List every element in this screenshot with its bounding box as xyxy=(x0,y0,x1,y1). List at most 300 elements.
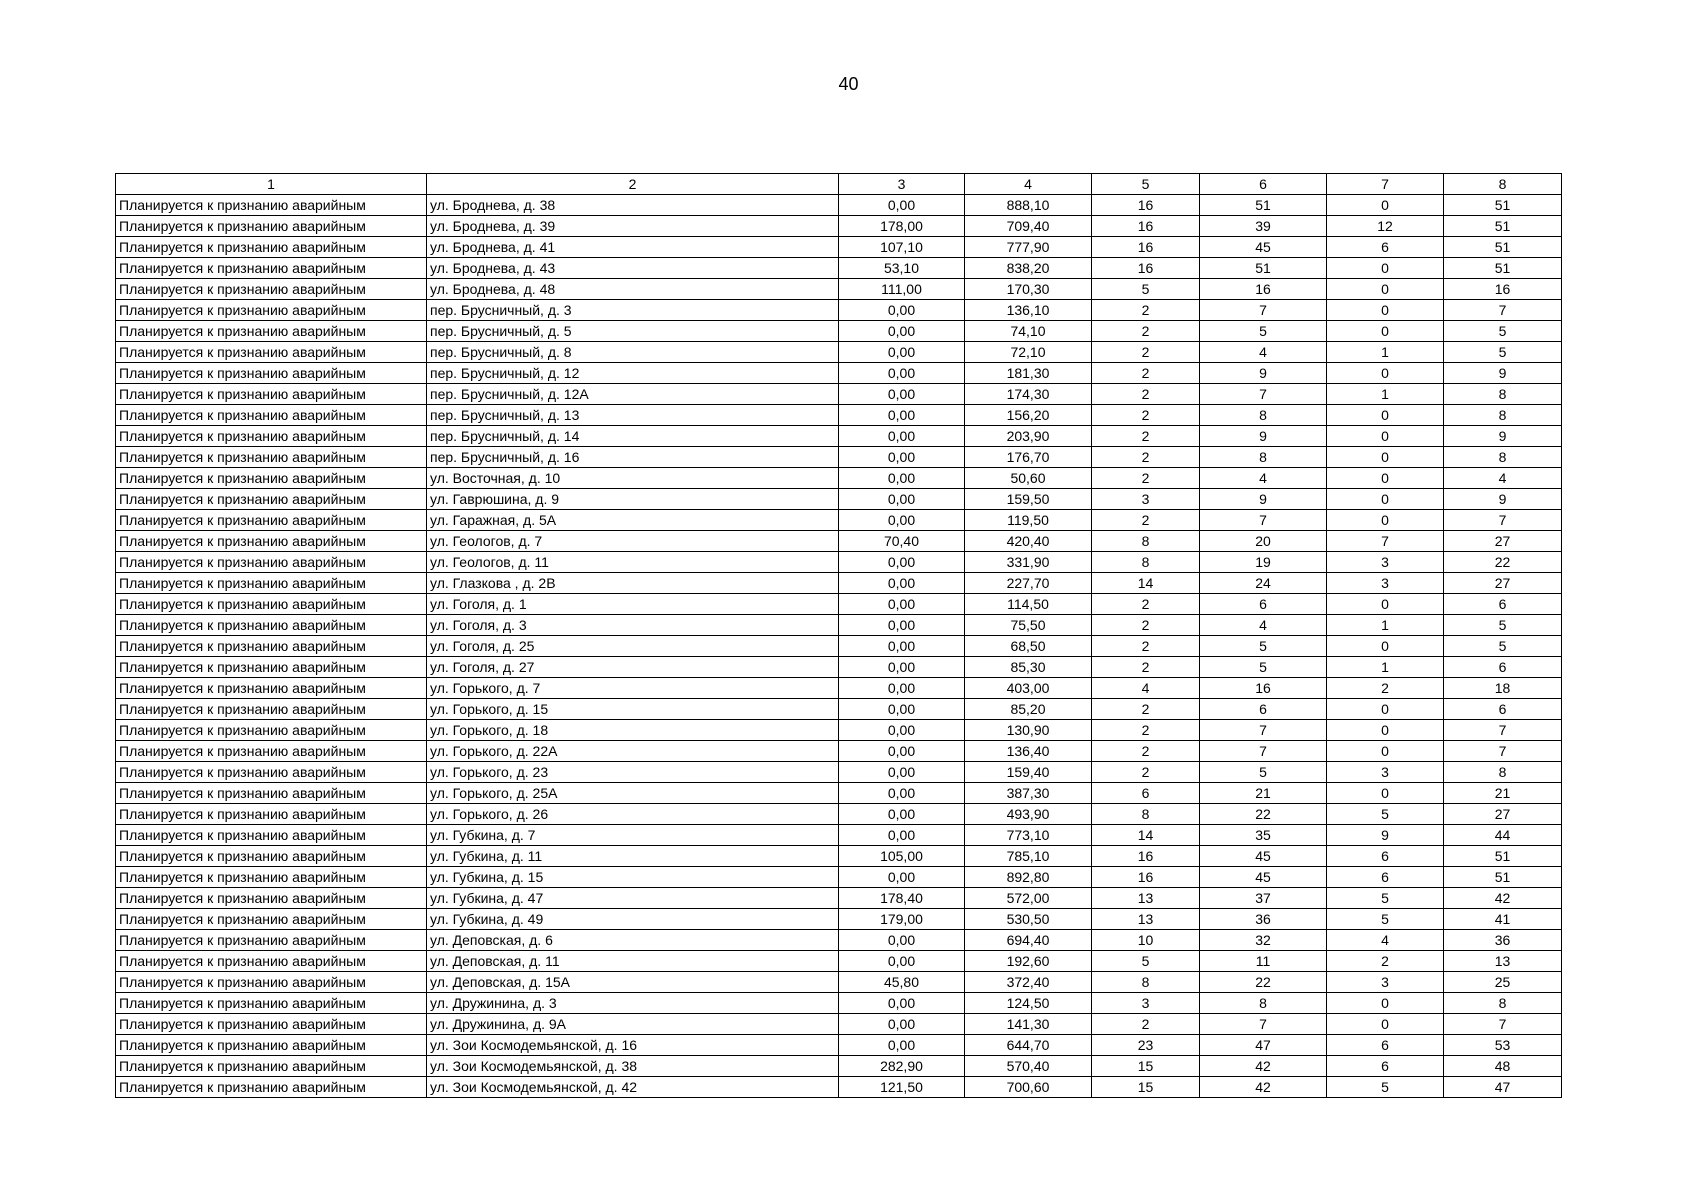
table-cell: 1 xyxy=(1327,342,1444,363)
table-cell: 888,10 xyxy=(965,195,1092,216)
table-cell: 74,10 xyxy=(965,321,1092,342)
table-cell: 2 xyxy=(1092,636,1200,657)
table-row xyxy=(116,1014,1562,1035)
table-cell: 16 xyxy=(1092,195,1200,216)
table-cell: 2 xyxy=(1092,1014,1200,1035)
table-cell: 420,40 xyxy=(965,531,1092,552)
table-cell: 51 xyxy=(1444,237,1562,258)
table-cell: 570,40 xyxy=(965,1056,1092,1077)
table-cell: Планируется к признанию аварийным xyxy=(116,888,427,909)
table-cell: Планируется к признанию аварийным xyxy=(116,783,427,804)
table-cell: Планируется к признанию аварийным xyxy=(116,909,427,930)
table-cell: 47 xyxy=(1444,1077,1562,1098)
table-cell: ул. Броднева, д. 39 xyxy=(427,216,839,237)
table-cell: ул. Губкина, д. 7 xyxy=(427,825,839,846)
table-cell: 0,00 xyxy=(839,804,965,825)
table-cell: 22 xyxy=(1200,804,1327,825)
table-cell: ул. Горького, д. 7 xyxy=(427,678,839,699)
table-cell: 2 xyxy=(1092,468,1200,489)
table-cell: 2 xyxy=(1092,657,1200,678)
table-cell: 372,40 xyxy=(965,972,1092,993)
table-cell: 0,00 xyxy=(839,447,965,468)
table-row xyxy=(116,888,1562,909)
table-cell: 493,90 xyxy=(965,804,1092,825)
table-cell: 9 xyxy=(1327,825,1444,846)
table-cell: Планируется к признанию аварийным xyxy=(116,300,427,321)
table-cell: 8 xyxy=(1444,405,1562,426)
column-header-8: 8 xyxy=(1444,174,1562,195)
table-cell: 694,40 xyxy=(965,930,1092,951)
table-cell: 107,10 xyxy=(839,237,965,258)
table-cell: 4 xyxy=(1327,930,1444,951)
table-cell: Планируется к признанию аварийным xyxy=(116,531,427,552)
table-cell: 7 xyxy=(1200,1014,1327,1035)
table-cell: 1 xyxy=(1327,615,1444,636)
table-cell: Планируется к признанию аварийным xyxy=(116,846,427,867)
table-cell: 15 xyxy=(1092,1056,1200,1077)
table-cell: Планируется к признанию аварийным xyxy=(116,279,427,300)
table-cell: 0,00 xyxy=(839,405,965,426)
table-cell: Планируется к признанию аварийным xyxy=(116,1077,427,1098)
table-row xyxy=(116,636,1562,657)
table-cell: 68,50 xyxy=(965,636,1092,657)
table-cell: Планируется к признанию аварийным xyxy=(116,552,427,573)
table-cell: 0 xyxy=(1327,468,1444,489)
table-cell: 16 xyxy=(1200,678,1327,699)
table-cell: Планируется к признанию аварийным xyxy=(116,405,427,426)
table-cell: 9 xyxy=(1200,426,1327,447)
table-cell: 8 xyxy=(1200,447,1327,468)
table-cell: 4 xyxy=(1092,678,1200,699)
table-cell: Планируется к признанию аварийным xyxy=(116,258,427,279)
table-cell: 111,00 xyxy=(839,279,965,300)
table-cell: 36 xyxy=(1200,909,1327,930)
table-cell: 2 xyxy=(1092,321,1200,342)
table-cell: ул. Деповская, д. 11 xyxy=(427,951,839,972)
table-cell: 7 xyxy=(1200,510,1327,531)
table-cell: 773,10 xyxy=(965,825,1092,846)
table-cell: 159,50 xyxy=(965,489,1092,510)
table-cell: 51 xyxy=(1444,258,1562,279)
table-cell: 7 xyxy=(1200,384,1327,405)
table-cell: 70,40 xyxy=(839,531,965,552)
table-cell: 2 xyxy=(1092,762,1200,783)
table-cell: 331,90 xyxy=(965,552,1092,573)
table-cell: Планируется к признанию аварийным xyxy=(116,699,427,720)
table-cell: Планируется к признанию аварийным xyxy=(116,636,427,657)
table-cell: 838,20 xyxy=(965,258,1092,279)
table-cell: 0 xyxy=(1327,321,1444,342)
table-cell: 0 xyxy=(1327,783,1444,804)
table-row xyxy=(116,909,1562,930)
table-cell: 119,50 xyxy=(965,510,1092,531)
table-cell: Планируется к признанию аварийным xyxy=(116,195,427,216)
table-cell: ул. Зои Космодемьянской, д. 38 xyxy=(427,1056,839,1077)
table-cell: 8 xyxy=(1444,447,1562,468)
table-row xyxy=(116,300,1562,321)
table-cell: ул. Горького, д. 26 xyxy=(427,804,839,825)
table-cell: 10 xyxy=(1092,930,1200,951)
table-row xyxy=(116,363,1562,384)
table-cell: 2 xyxy=(1092,426,1200,447)
table-cell: 41 xyxy=(1444,909,1562,930)
column-header-3: 3 xyxy=(839,174,965,195)
table-cell: 159,40 xyxy=(965,762,1092,783)
table-cell: Планируется к признанию аварийным xyxy=(116,804,427,825)
table-cell: 42 xyxy=(1200,1077,1327,1098)
table-cell: 0,00 xyxy=(839,741,965,762)
table-cell: 170,30 xyxy=(965,279,1092,300)
table-cell: 892,80 xyxy=(965,867,1092,888)
table-cell: 12 xyxy=(1327,216,1444,237)
table-cell: 6 xyxy=(1444,699,1562,720)
table-cell: Планируется к признанию аварийным xyxy=(116,762,427,783)
table-cell: 20 xyxy=(1200,531,1327,552)
table-cell: 53,10 xyxy=(839,258,965,279)
table-cell: 0,00 xyxy=(839,1014,965,1035)
table-cell: 114,50 xyxy=(965,594,1092,615)
table-cell: 0 xyxy=(1327,300,1444,321)
table-cell: 3 xyxy=(1092,489,1200,510)
table-cell: 2 xyxy=(1092,363,1200,384)
table-cell: 51 xyxy=(1444,195,1562,216)
table-cell: Планируется к признанию аварийным xyxy=(116,867,427,888)
table-cell: 0,00 xyxy=(839,699,965,720)
table-row xyxy=(116,447,1562,468)
table-cell: 7 xyxy=(1200,300,1327,321)
table-cell: 8 xyxy=(1092,972,1200,993)
table-cell: 5 xyxy=(1444,636,1562,657)
table-cell: ул. Броднева, д. 48 xyxy=(427,279,839,300)
table-cell: 6 xyxy=(1444,594,1562,615)
table-cell: ул. Гаражная, д. 5А xyxy=(427,510,839,531)
table-cell: Планируется к признанию аварийным xyxy=(116,216,427,237)
table-cell: 6 xyxy=(1200,699,1327,720)
table-cell: 0,00 xyxy=(839,342,965,363)
table-cell: 6 xyxy=(1327,846,1444,867)
table-cell: ул. Горького, д. 18 xyxy=(427,720,839,741)
table-cell: 0 xyxy=(1327,258,1444,279)
table-cell: 13 xyxy=(1444,951,1562,972)
table-cell: 141,30 xyxy=(965,1014,1092,1035)
table-cell: 2 xyxy=(1327,678,1444,699)
table-row xyxy=(116,510,1562,531)
table-cell: 5 xyxy=(1327,1077,1444,1098)
table-row xyxy=(116,804,1562,825)
table-cell: 7 xyxy=(1444,741,1562,762)
table-cell: 2 xyxy=(1092,447,1200,468)
table-row xyxy=(116,993,1562,1014)
table-cell: 42 xyxy=(1444,888,1562,909)
table-cell: ул. Гаврюшина, д. 9 xyxy=(427,489,839,510)
table-cell: Планируется к признанию аварийным xyxy=(116,468,427,489)
table-cell: 19 xyxy=(1200,552,1327,573)
table-cell: 9 xyxy=(1200,489,1327,510)
table-cell: 2 xyxy=(1092,720,1200,741)
table-cell: Планируется к признанию аварийным xyxy=(116,342,427,363)
table-cell: 6 xyxy=(1327,1035,1444,1056)
table-cell: пер. Брусничный, д. 12 xyxy=(427,363,839,384)
table-cell: 16 xyxy=(1092,846,1200,867)
table-row xyxy=(116,237,1562,258)
table-cell: 0,00 xyxy=(839,363,965,384)
table-cell: 0,00 xyxy=(839,384,965,405)
table-row xyxy=(116,972,1562,993)
table-cell: 5 xyxy=(1327,888,1444,909)
table-cell: 16 xyxy=(1092,258,1200,279)
table-header xyxy=(116,174,1562,195)
table-cell: 25 xyxy=(1444,972,1562,993)
table-cell: Планируется к признанию аварийным xyxy=(116,1035,427,1056)
table-cell: 0,00 xyxy=(839,636,965,657)
column-header-4: 4 xyxy=(965,174,1092,195)
table-row xyxy=(116,258,1562,279)
table-cell: 16 xyxy=(1092,216,1200,237)
table-cell: 7 xyxy=(1444,510,1562,531)
table-cell: 0,00 xyxy=(839,657,965,678)
table-cell: 5 xyxy=(1200,636,1327,657)
table-cell: 9 xyxy=(1444,363,1562,384)
table-cell: 5 xyxy=(1327,909,1444,930)
table-cell: ул. Дружинина, д. 3 xyxy=(427,993,839,1014)
table-row xyxy=(116,846,1562,867)
table-cell: 14 xyxy=(1092,825,1200,846)
table-cell: 6 xyxy=(1444,657,1562,678)
table-cell: 777,90 xyxy=(965,237,1092,258)
table-cell: ул. Губкина, д. 47 xyxy=(427,888,839,909)
table-cell: ул. Горького, д. 23 xyxy=(427,762,839,783)
table-cell: 0,00 xyxy=(839,1035,965,1056)
table-cell: Планируется к признанию аварийным xyxy=(116,384,427,405)
table-cell: 3 xyxy=(1327,573,1444,594)
table-row xyxy=(116,825,1562,846)
table-cell: ул. Глазкова , д. 2В xyxy=(427,573,839,594)
table-cell: 42 xyxy=(1200,1056,1327,1077)
table-cell: 7 xyxy=(1444,1014,1562,1035)
table-cell: Планируется к признанию аварийным xyxy=(116,720,427,741)
table-cell: Планируется к признанию аварийным xyxy=(116,741,427,762)
table-cell: 0,00 xyxy=(839,468,965,489)
table-cell: Планируется к признанию аварийным xyxy=(116,1014,427,1035)
table-row xyxy=(116,762,1562,783)
table-cell: 0 xyxy=(1327,510,1444,531)
table-cell: Планируется к признанию аварийным xyxy=(116,489,427,510)
column-header-7: 7 xyxy=(1327,174,1444,195)
table-cell: 7 xyxy=(1444,300,1562,321)
table-cell: 0 xyxy=(1327,195,1444,216)
table-cell: 36 xyxy=(1444,930,1562,951)
table-row xyxy=(116,678,1562,699)
table-cell: ул. Гоголя, д. 27 xyxy=(427,657,839,678)
table-cell: ул. Губкина, д. 15 xyxy=(427,867,839,888)
table-cell: ул. Броднева, д. 38 xyxy=(427,195,839,216)
table-cell: Планируется к признанию аварийным xyxy=(116,993,427,1014)
table-cell: 0 xyxy=(1327,699,1444,720)
table-cell: 6 xyxy=(1092,783,1200,804)
table-cell: 0,00 xyxy=(839,573,965,594)
table-row xyxy=(116,720,1562,741)
table-cell: 156,20 xyxy=(965,405,1092,426)
column-header-5: 5 xyxy=(1092,174,1200,195)
page-number: 40 xyxy=(838,74,859,94)
column-header-2: 2 xyxy=(427,174,839,195)
table-cell: 13 xyxy=(1092,888,1200,909)
table-cell: 2 xyxy=(1092,300,1200,321)
table-row xyxy=(116,468,1562,489)
table-cell: 9 xyxy=(1444,426,1562,447)
table-cell: 75,50 xyxy=(965,615,1092,636)
table-cell: 51 xyxy=(1200,195,1327,216)
table-row xyxy=(116,1077,1562,1098)
table-cell: 0,00 xyxy=(839,825,965,846)
table-cell: 85,30 xyxy=(965,657,1092,678)
table-cell: 50,60 xyxy=(965,468,1092,489)
table-row xyxy=(116,531,1562,552)
table-cell: 8 xyxy=(1200,993,1327,1014)
table-cell: 85,20 xyxy=(965,699,1092,720)
table-cell: 21 xyxy=(1444,783,1562,804)
table-cell: 176,70 xyxy=(965,447,1092,468)
table-cell: Планируется к признанию аварийным xyxy=(116,426,427,447)
table-cell: пер. Брусничный, д. 5 xyxy=(427,321,839,342)
table-cell: 16 xyxy=(1092,867,1200,888)
table-cell: 0 xyxy=(1327,1014,1444,1035)
table-cell: Планируется к признанию аварийным xyxy=(116,615,427,636)
table-cell: 178,00 xyxy=(839,216,965,237)
table-cell: 0,00 xyxy=(839,867,965,888)
table-cell: 0 xyxy=(1327,279,1444,300)
table-cell: 9 xyxy=(1200,363,1327,384)
table-row xyxy=(116,489,1562,510)
table-cell: 130,90 xyxy=(965,720,1092,741)
table-cell: ул. Гоголя, д. 1 xyxy=(427,594,839,615)
table-row xyxy=(116,699,1562,720)
table-cell: 403,00 xyxy=(965,678,1092,699)
table-cell: Планируется к признанию аварийным xyxy=(116,972,427,993)
table-cell: 8 xyxy=(1200,405,1327,426)
table-cell: 387,30 xyxy=(965,783,1092,804)
table-cell: 47 xyxy=(1200,1035,1327,1056)
table-cell: 27 xyxy=(1444,804,1562,825)
table-cell: 45 xyxy=(1200,237,1327,258)
table-row xyxy=(116,216,1562,237)
table-cell: 0,00 xyxy=(839,300,965,321)
table-cell: 105,00 xyxy=(839,846,965,867)
table-cell: 178,40 xyxy=(839,888,965,909)
table-cell: 39 xyxy=(1200,216,1327,237)
table-row xyxy=(116,321,1562,342)
table-cell: 5 xyxy=(1092,279,1200,300)
table-row xyxy=(116,741,1562,762)
table-cell: ул. Геологов, д. 7 xyxy=(427,531,839,552)
table-cell: 2 xyxy=(1092,510,1200,531)
table-cell: 45,80 xyxy=(839,972,965,993)
table-cell: 48 xyxy=(1444,1056,1562,1077)
table-cell: 0,00 xyxy=(839,195,965,216)
table-body xyxy=(116,195,1562,1098)
table-cell: ул. Дружинина, д. 9А xyxy=(427,1014,839,1035)
table-cell: 14 xyxy=(1092,573,1200,594)
table-cell: 5 xyxy=(1200,321,1327,342)
table-cell: 22 xyxy=(1200,972,1327,993)
table-cell: 72,10 xyxy=(965,342,1092,363)
table-row xyxy=(116,657,1562,678)
table-cell: 0,00 xyxy=(839,951,965,972)
table-cell: 2 xyxy=(1092,384,1200,405)
table-cell: 7 xyxy=(1200,720,1327,741)
table-row xyxy=(116,867,1562,888)
table-cell: 18 xyxy=(1444,678,1562,699)
table-cell: 136,40 xyxy=(965,741,1092,762)
table-cell: 174,30 xyxy=(965,384,1092,405)
table-cell: 6 xyxy=(1327,867,1444,888)
table-cell: 709,40 xyxy=(965,216,1092,237)
table-cell: 22 xyxy=(1444,552,1562,573)
table-cell: 0,00 xyxy=(839,678,965,699)
table-cell: 0 xyxy=(1327,741,1444,762)
table-cell: ул. Гоголя, д. 25 xyxy=(427,636,839,657)
table-cell: 0,00 xyxy=(839,762,965,783)
table-cell: ул. Горького, д. 15 xyxy=(427,699,839,720)
table-row xyxy=(116,615,1562,636)
table-cell: 32 xyxy=(1200,930,1327,951)
table-cell: 24 xyxy=(1200,573,1327,594)
table-cell: 51 xyxy=(1444,867,1562,888)
table-cell: 7 xyxy=(1444,720,1562,741)
table-cell: 4 xyxy=(1444,468,1562,489)
table-cell: 0 xyxy=(1327,594,1444,615)
table-cell: 0,00 xyxy=(839,720,965,741)
table-cell: 16 xyxy=(1200,279,1327,300)
table-cell: ул. Горького, д. 22А xyxy=(427,741,839,762)
table-cell: 0 xyxy=(1327,447,1444,468)
table-cell: 6 xyxy=(1200,594,1327,615)
table-row xyxy=(116,594,1562,615)
table-cell: Планируется к признанию аварийным xyxy=(116,573,427,594)
table-cell: 3 xyxy=(1327,972,1444,993)
table-cell: 124,50 xyxy=(965,993,1092,1014)
table-cell: 37 xyxy=(1200,888,1327,909)
table-cell: 0,00 xyxy=(839,783,965,804)
table-cell: 0 xyxy=(1327,636,1444,657)
table-cell: Планируется к признанию аварийным xyxy=(116,363,427,384)
table-cell: ул. Броднева, д. 43 xyxy=(427,258,839,279)
table-row xyxy=(116,552,1562,573)
table-cell: 572,00 xyxy=(965,888,1092,909)
table-cell: Планируется к признанию аварийным xyxy=(116,825,427,846)
table-cell: 0,00 xyxy=(839,510,965,531)
table-row xyxy=(116,342,1562,363)
table-cell: 0 xyxy=(1327,489,1444,510)
table-cell: 23 xyxy=(1092,1035,1200,1056)
table-row xyxy=(116,1035,1562,1056)
table-cell: ул. Губкина, д. 11 xyxy=(427,846,839,867)
table-cell: 0,00 xyxy=(839,594,965,615)
table-cell: 4 xyxy=(1200,342,1327,363)
table-cell: 7 xyxy=(1327,531,1444,552)
table-cell: 45 xyxy=(1200,846,1327,867)
table-cell: ул. Деповская, д. 15А xyxy=(427,972,839,993)
table-cell: 2 xyxy=(1327,951,1444,972)
table-cell: Планируется к признанию аварийным xyxy=(116,447,427,468)
table-cell: 0,00 xyxy=(839,321,965,342)
table-cell: 0 xyxy=(1327,426,1444,447)
table-cell: 192,60 xyxy=(965,951,1092,972)
table-cell: 2 xyxy=(1092,699,1200,720)
table-cell: ул. Броднева, д. 41 xyxy=(427,237,839,258)
table-cell: пер. Брусничный, д. 8 xyxy=(427,342,839,363)
table-cell: 35 xyxy=(1200,825,1327,846)
